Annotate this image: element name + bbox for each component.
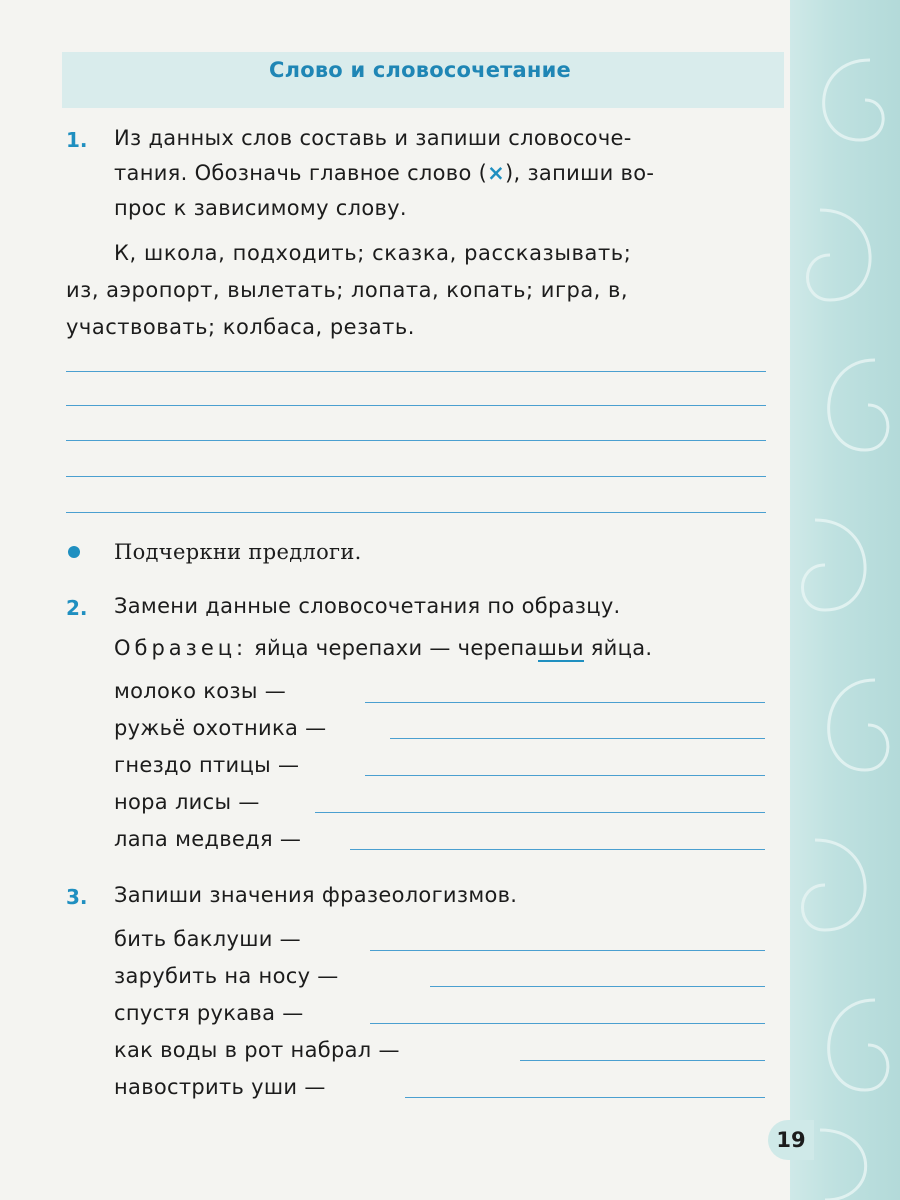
task-3-item: спустя рукава — bbox=[114, 1001, 304, 1025]
task-1-instruction-part: тания. Обозначь главное слово ( bbox=[114, 161, 488, 185]
sample-label: Образец: bbox=[114, 636, 248, 660]
page-number: 19 bbox=[768, 1120, 814, 1160]
task-3-item: навострить уши — bbox=[114, 1075, 326, 1099]
task-1-instruction-line-2 bbox=[114, 161, 654, 185]
main-word-marker-icon: × bbox=[487, 161, 506, 185]
task-1-words-line-2: из, аэропорт, вылетать; лопата, копать; игра, в, bbox=[66, 278, 629, 302]
sample-before: яйца черепахи — черепа bbox=[254, 636, 538, 660]
swirl-pattern bbox=[790, 0, 900, 1200]
task-3-instruction: Запиши значения фразеологизмов. bbox=[114, 883, 518, 907]
task-3-item: бить баклуши — bbox=[114, 927, 301, 951]
answer-line[interactable] bbox=[66, 476, 766, 477]
task-1-words-line-3: участвовать; колбаса, резать. bbox=[66, 315, 415, 339]
answer-line[interactable] bbox=[66, 371, 766, 372]
task-1-number: 1. bbox=[66, 128, 88, 152]
bullet-task-text: Подчеркни предлоги. bbox=[114, 540, 362, 564]
task-1-instruction-line-1: Из данных слов составь и запиши словосоче- bbox=[114, 126, 632, 150]
task-2-item: ружьё охотника — bbox=[114, 716, 327, 740]
task-2-sample bbox=[114, 636, 652, 660]
sample-after: яйца. bbox=[583, 636, 653, 660]
answer-line[interactable] bbox=[66, 512, 766, 513]
answer-line[interactable] bbox=[365, 702, 765, 703]
task-3-item: зарубить на носу — bbox=[114, 964, 339, 988]
decorative-swirl-band bbox=[790, 0, 900, 1200]
task-1-words-line-1: К, школа, подходить; сказка, рассказывать; bbox=[114, 241, 632, 265]
answer-line[interactable] bbox=[370, 950, 765, 951]
answer-line[interactable] bbox=[350, 849, 765, 850]
answer-line[interactable] bbox=[365, 775, 765, 776]
task-1-instruction-part: ), запиши во- bbox=[505, 161, 655, 185]
answer-line[interactable] bbox=[430, 986, 765, 987]
task-2-item: лапа медведя — bbox=[114, 827, 302, 851]
task-2-number: 2. bbox=[66, 596, 88, 620]
sample-suffix-underlined: шьи bbox=[537, 636, 584, 660]
answer-line[interactable] bbox=[315, 812, 765, 813]
task-3-number: 3. bbox=[66, 885, 88, 909]
task-2-item: молоко козы — bbox=[114, 679, 287, 703]
task-2-item: гнездо птицы — bbox=[114, 753, 300, 777]
answer-line[interactable] bbox=[405, 1097, 765, 1098]
answer-line[interactable] bbox=[390, 738, 765, 739]
answer-line[interactable] bbox=[370, 1023, 765, 1024]
page-title: Слово и словосочетание bbox=[269, 58, 571, 82]
task-1-instruction-line-3: прос к зависимому слову. bbox=[114, 196, 407, 220]
bullet-icon bbox=[68, 546, 80, 558]
task-2-instruction: Замени данные словосочетания по образцу. bbox=[114, 594, 621, 618]
task-2-item: нора лисы — bbox=[114, 790, 260, 814]
answer-line[interactable] bbox=[520, 1060, 765, 1061]
task-3-item: как воды в рот набрал — bbox=[114, 1038, 400, 1062]
answer-line[interactable] bbox=[66, 440, 766, 441]
answer-line[interactable] bbox=[66, 405, 766, 406]
